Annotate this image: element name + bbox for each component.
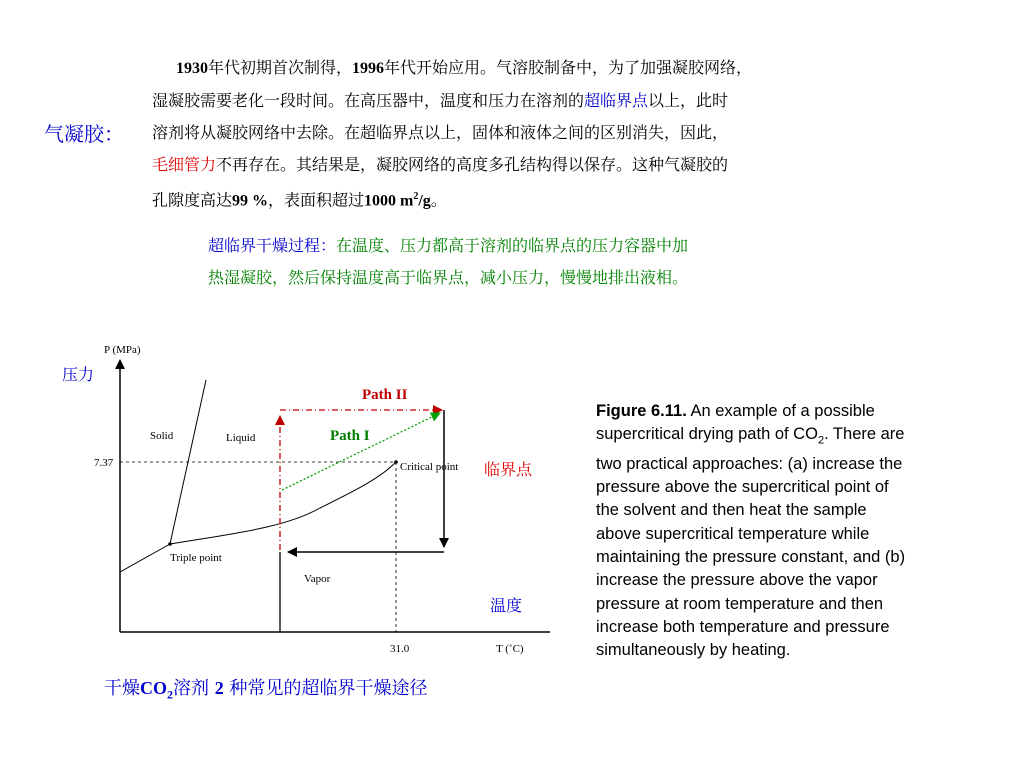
critical-point-marker xyxy=(394,460,398,464)
aerogel-label: 气凝胶： xyxy=(44,122,124,146)
triple-point-label: Triple point xyxy=(170,552,222,564)
figure-caption-line: simultaneously by heating. xyxy=(596,641,791,660)
figure-caption-line: supercritical drying path of $CO_2$. There are xyxy=(596,425,905,447)
sublimation-curve xyxy=(120,544,170,572)
triple-point-marker xyxy=(168,542,172,546)
figure-caption-line: pressure at room temperature and then xyxy=(596,594,884,613)
supercritical-drying-process xyxy=(208,230,688,294)
process-line-1: 超临界干燥过程：在温度、压力都高于溶剂的临界点的压力容器中加 xyxy=(208,236,689,255)
figure-caption-line: increase the pressure above the vapor xyxy=(596,571,878,590)
x-axis-label: T (˚C) xyxy=(496,643,524,655)
pressure-cn-label: 压力 xyxy=(62,365,95,384)
path2-label: Path II xyxy=(362,387,408,403)
figure-number: Figure 6.11. xyxy=(596,402,687,420)
critical-pressure-tick: 7.37 xyxy=(94,457,114,469)
path1-diagonal xyxy=(282,413,440,490)
intro-line-3: 溶剂将从凝胶网络中去除。在超临界点以上，固体和液体之间的区别消失，因此， xyxy=(152,123,729,142)
critical-point-cn-label: 临界点 xyxy=(484,460,533,479)
intro-line-2: 湿凝胶需要老化一段时间。在高压器中，温度和压力在溶剂的超临界点以上，此时 xyxy=(152,91,729,110)
supercritical-point-highlight: 超临界点 xyxy=(584,91,649,110)
critical-temperature-tick: 31.0 xyxy=(390,643,410,655)
y-axis-label: P (MPa) xyxy=(104,344,141,356)
vaporization-curve xyxy=(170,462,396,544)
intro-paragraph xyxy=(152,52,992,217)
intro-line-4: 毛细管力不再存在。其结果是，凝胶网络的高度多孔结构得以保存。这种气凝胶的 xyxy=(152,155,729,174)
figure-caption-line: above supercritical temperature while xyxy=(596,524,870,543)
figure-caption-line: the solvent and then heat the sample xyxy=(596,501,867,520)
figure-caption-line: pressure above the supercritical point of xyxy=(596,478,889,497)
capillary-force-highlight: 毛细管力 xyxy=(152,155,217,174)
vapor-label: Vapor xyxy=(304,573,331,585)
process-line-2: 热湿凝胶，然后保持温度高于临界点，减小压力，慢慢地排出液相。 xyxy=(208,268,689,287)
figure-caption-line: Figure 6.11. An example of a possible xyxy=(596,402,875,420)
intro-line-1: 1930年代初期首次制得，1996年代开始应用。气溶胶制备中，为了加强凝胶网络， xyxy=(176,58,753,77)
temperature-cn-label: 温度 xyxy=(490,596,523,615)
solid-label: Solid xyxy=(150,430,174,442)
phase-diagram xyxy=(0,340,600,660)
diagram-caption: 干燥$CO_2$溶剂 2 种常见的超临界干燥途径 xyxy=(104,678,428,702)
critical-point-label: Critical point xyxy=(400,461,459,473)
intro-line-5: 孔隙度高达99 %，表面积超过1000 $m^2/g$。 xyxy=(152,190,447,210)
figure-caption xyxy=(596,400,976,663)
figure-caption-line: two practical approaches: (a) increase the xyxy=(596,454,903,473)
process-label: 超临界干燥过程： xyxy=(208,236,337,255)
liquid-label: Liquid xyxy=(226,432,256,444)
path1-label: Path I xyxy=(330,428,370,444)
figure-caption-line: maintaining the pressure constant, and (b) xyxy=(596,548,906,567)
figure-caption-line: increase both temperature and pressure xyxy=(596,617,890,636)
